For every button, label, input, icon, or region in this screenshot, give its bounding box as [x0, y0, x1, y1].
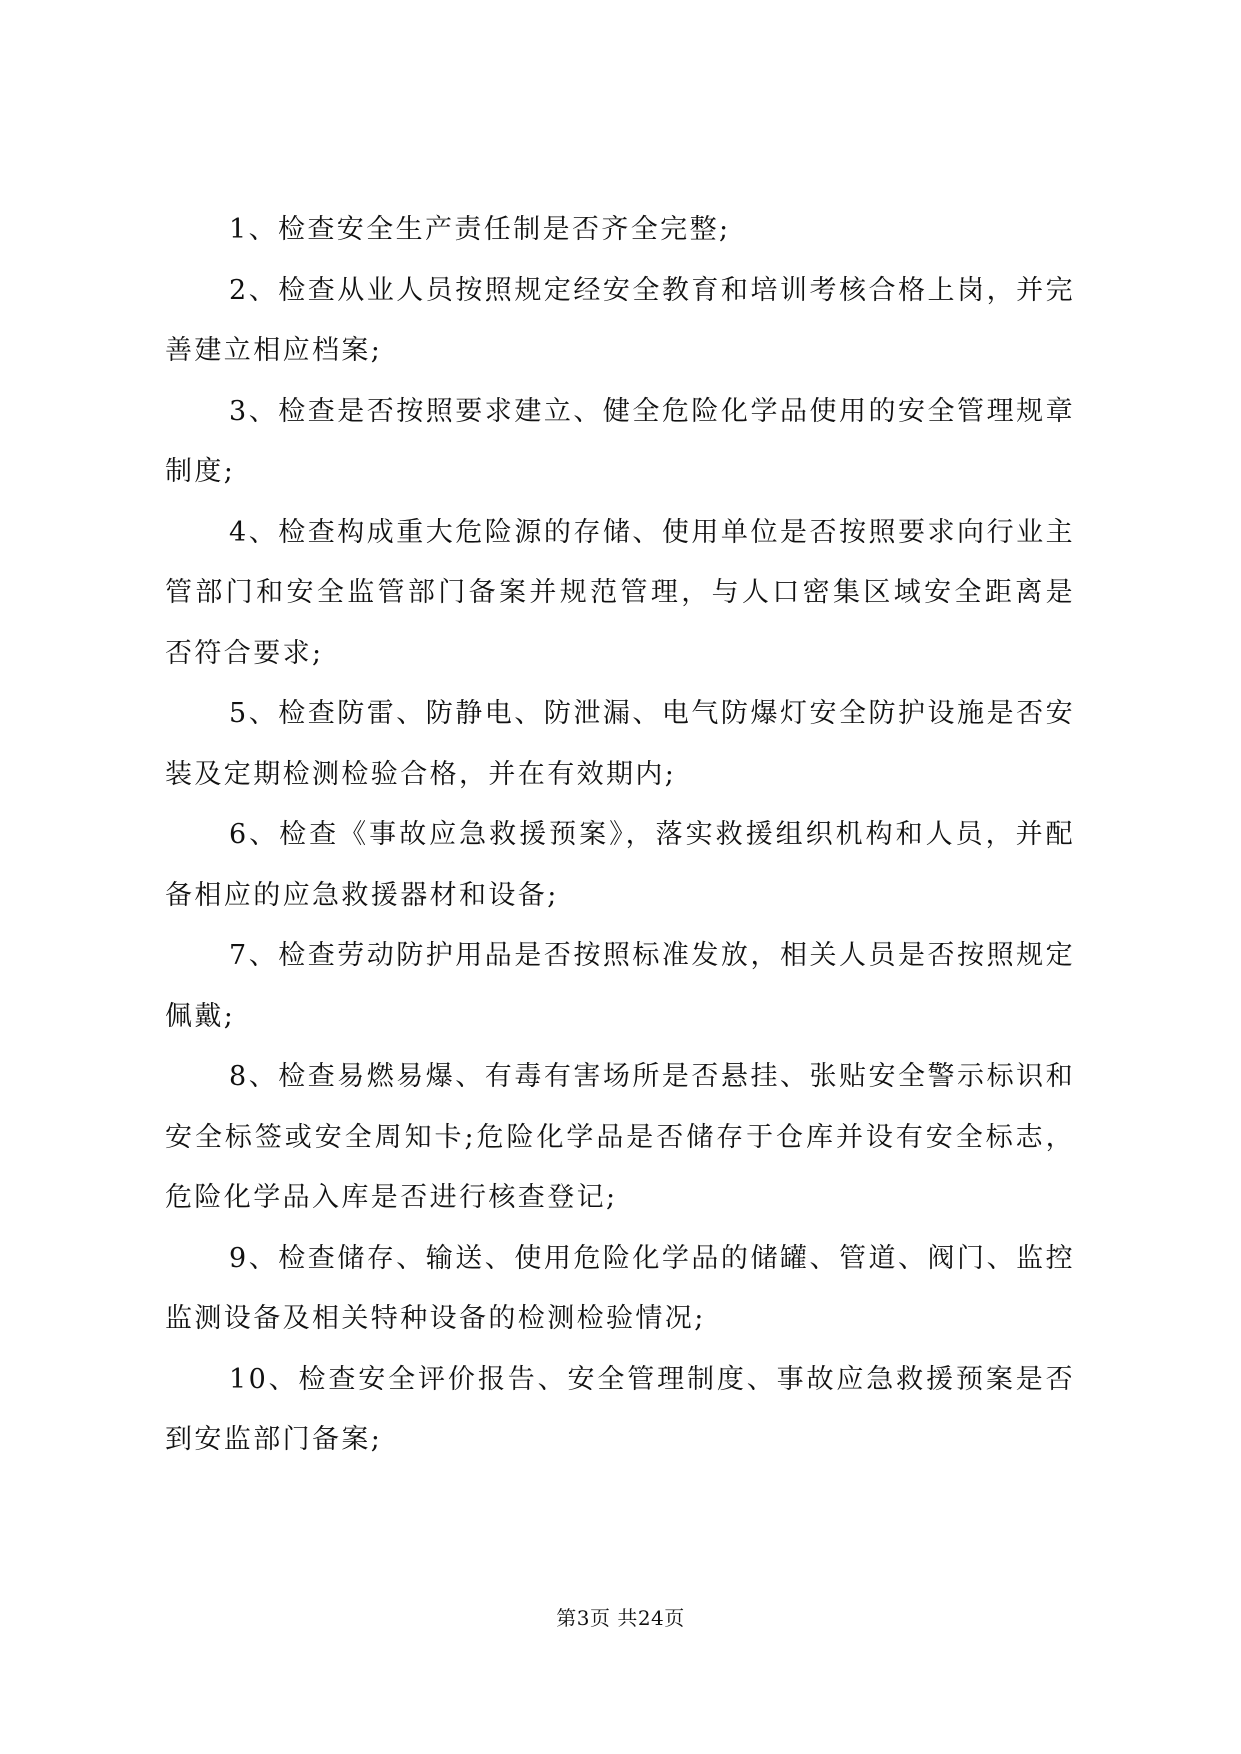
checklist-item-3: 3、检查是否按照要求建立、健全危险化学品使用的安全管理规章制度; [165, 395, 1075, 487]
document-body [165, 200, 1075, 1471]
checklist-item-8: 8、检查易燃易爆、有毒有害场所是否悬挂、张贴安全警示标识和安全标签或安全周知卡;危险化学品是否储存于仓库并设有安全标志，危险化学品入库是否进行核查登记; [165, 1061, 1075, 1213]
page-number-footer: 第3页 共24页 [556, 1606, 685, 1630]
checklist-item-6: 6、检查《事故应急救援预案》，落实救援组织机构和人员，并配备相应的应急救援器材和设备; [165, 819, 1075, 911]
checklist-item-4: 4、检查构成重大危险源的存储、使用单位是否按照要求向行业主管部门和安全监管部门备案并规范管理，与人口密集区域安全距离是否符合要求; [165, 516, 1075, 669]
checklist-item-2: 2、检查从业人员按照规定经安全教育和培训考核合格上岗，并完善建立相应档案; [165, 274, 1075, 366]
checklist-item-10: 10、检查安全评价报告、安全管理制度、事故应急救援预案是否到安监部门备案; [165, 1363, 1075, 1455]
checklist-item-9: 9、检查储存、输送、使用危险化学品的储罐、管道、阀门、监控监测设备及相关特种设备的检测检验情况; [165, 1242, 1075, 1334]
checklist-item-5: 5、检查防雷、防静电、防泄漏、电气防爆灯安全防护设施是否安装及定期检测检验合格，并在有效期内; [165, 698, 1075, 790]
checklist-item-1: 1、检查安全生产责任制是否齐全完整; [229, 214, 731, 245]
checklist-item-7: 7、检查劳动防护用品是否按照标准发放，相关人员是否按照规定佩戴; [165, 940, 1075, 1032]
